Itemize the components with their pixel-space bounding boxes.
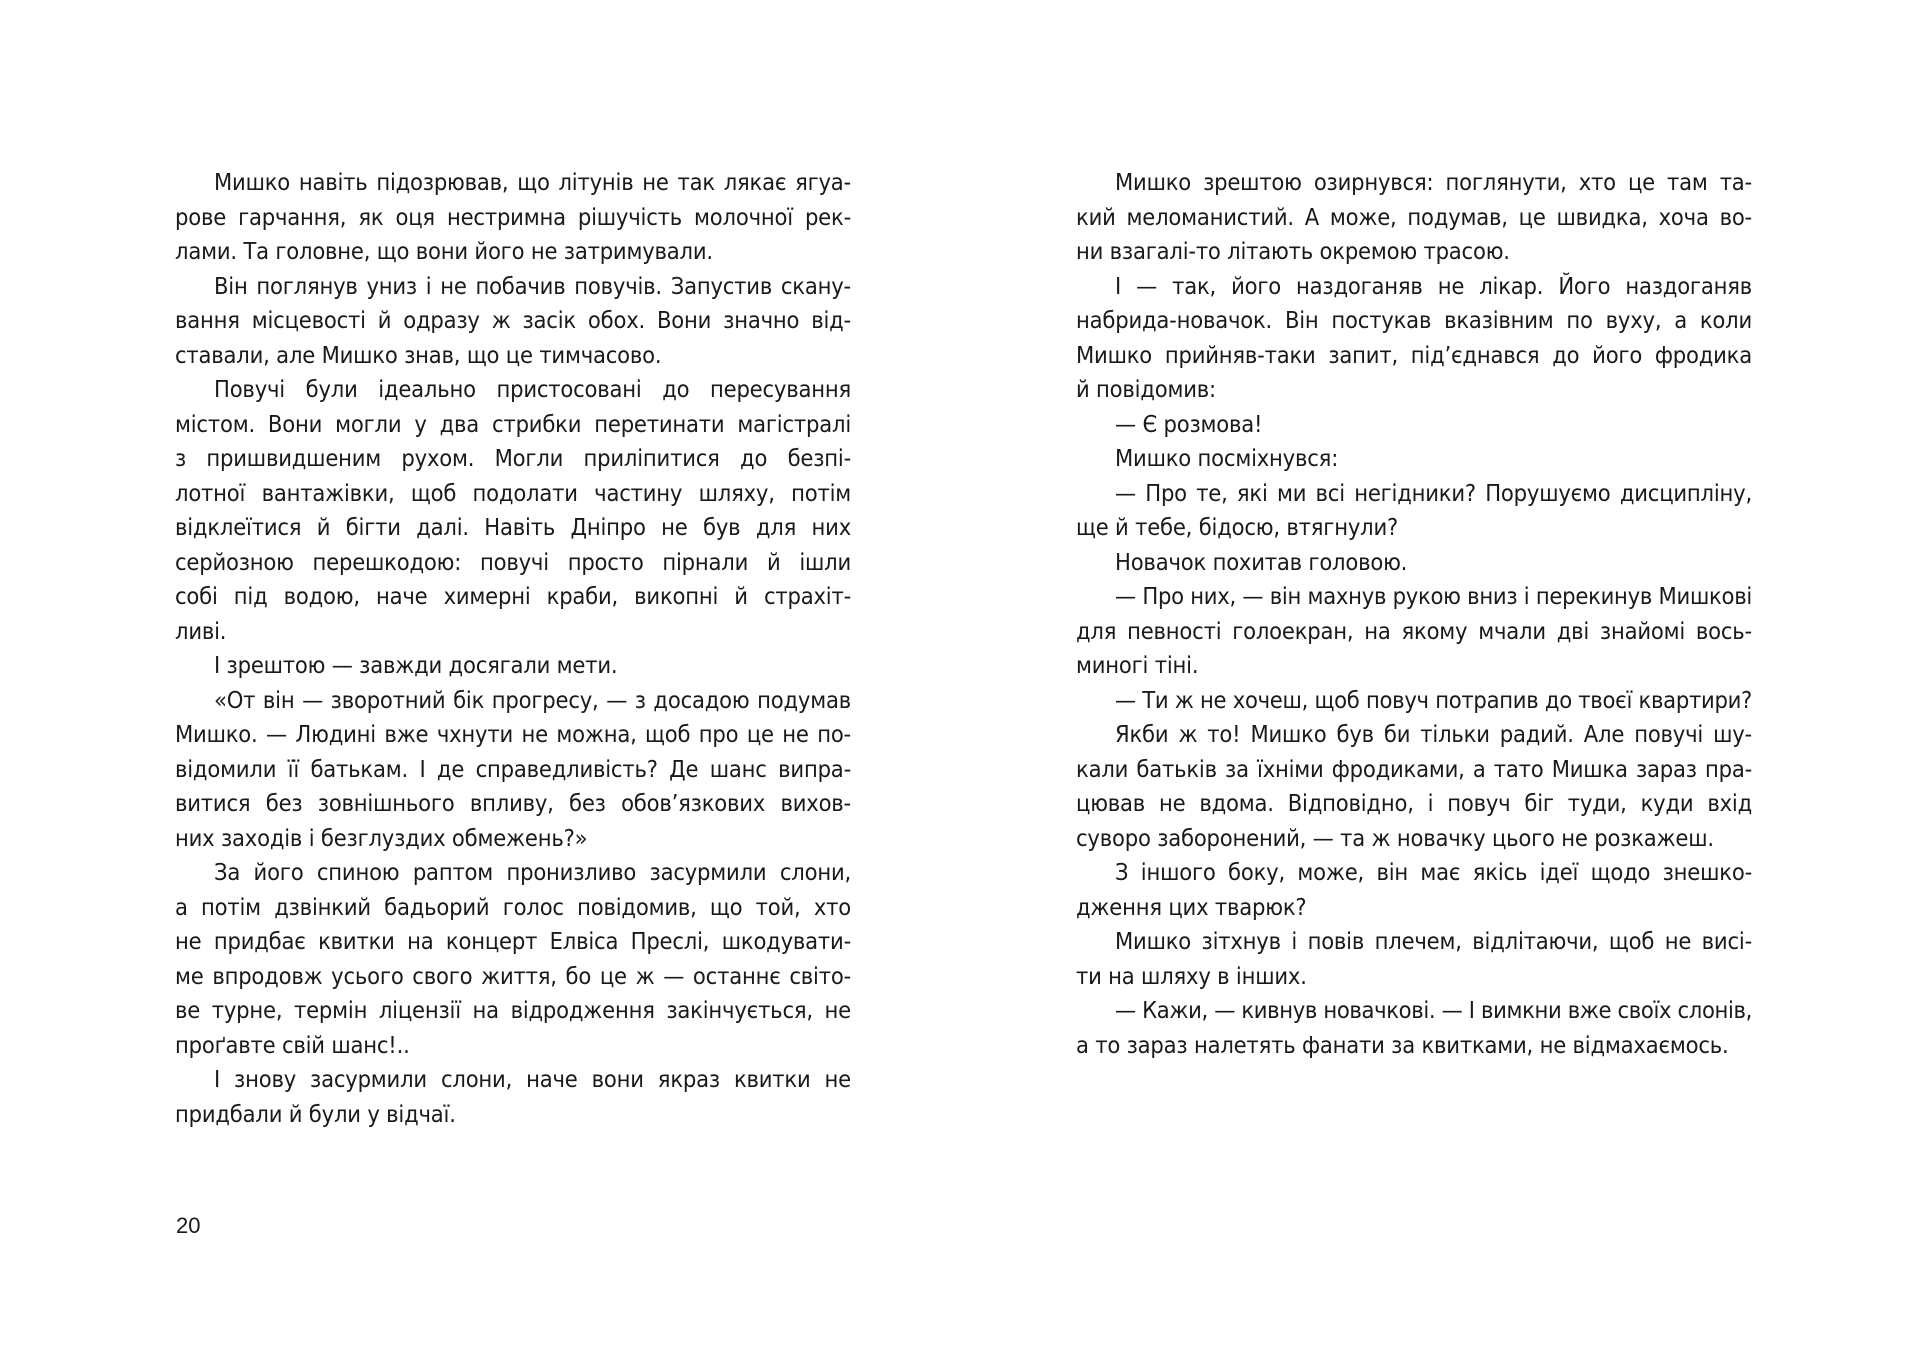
text-line: а потім дзвінкий бадьорий голос повідомив, що той, хто bbox=[175, 892, 851, 921]
text-line: набрида-новачок. Він постукав вказівним по вуху, а коли bbox=[1076, 306, 1752, 334]
text-line: ливі. bbox=[175, 616, 227, 645]
text-line: лотної вантажівки, щоб подолати частину шляху, потім bbox=[175, 478, 851, 507]
text-line: суворо заборонений, — та ж новачку цього не розкажеш. bbox=[1076, 823, 1714, 852]
text-line: Він поглянув униз і не побачив повучів. Запустив скану- bbox=[214, 271, 851, 300]
text-line: Мишко навіть підозрював, що літунів не так лякає ягуа- bbox=[214, 168, 851, 196]
text-line: — Ти ж не хочеш, щоб повуч потрапив до твоєї квартири? bbox=[1115, 685, 1752, 714]
text-line: дження цих тварюк? bbox=[1076, 892, 1307, 921]
text-line: Мишко зрештою озирнувся: поглянути, хто це там та- bbox=[1115, 168, 1752, 196]
text-line: цював не вдома. Відповідно, і повуч біг туди, куди вхід bbox=[1076, 789, 1752, 817]
text-line: рове гарчання, як оця нестримна рішучість молочної рек- bbox=[175, 202, 851, 231]
paragraph bbox=[175, 648, 851, 683]
text-line: витися без зовнішнього впливу, без обов’язкових вихов- bbox=[175, 789, 851, 817]
paragraph bbox=[1076, 476, 1752, 545]
text-line: відклеїтися й бігти далі. Навіть Дніпро не був для них bbox=[175, 513, 851, 541]
text-line: І зрештою — завжди досягали мети. bbox=[214, 651, 618, 679]
text-line: з пришвидшеним рухом. Могли приліпитися до безпі- bbox=[175, 444, 851, 472]
text-line: них заходів і безглуздих обмежень?» bbox=[175, 823, 588, 852]
paragraph bbox=[175, 269, 851, 373]
text-line: За його спиною раптом пронизливо засурмили слони, bbox=[214, 858, 851, 886]
text-line: — Про них, — він махнув рукою вниз і перекинув Мишкові bbox=[1115, 582, 1752, 610]
paragraph bbox=[1076, 855, 1752, 924]
right-text-column bbox=[1076, 165, 1752, 1062]
text-line: ни взагалі-то літають окремою трасою. bbox=[1076, 237, 1510, 265]
text-line: собі під водою, наче химерні краби, викопні й страхіт- bbox=[175, 582, 851, 610]
text-line: проґавте свій шанс!.. bbox=[175, 1030, 410, 1059]
text-line: З іншого боку, може, він має якісь ідеї щодо знешко- bbox=[1115, 858, 1752, 886]
text-line: містом. Вони могли у два стрибки перетинати магістралі bbox=[175, 409, 851, 438]
paragraph bbox=[1076, 269, 1752, 407]
text-line: І знову засурмили слони, наче вони якраз квитки не bbox=[214, 1065, 851, 1093]
text-line: кий меломанистий. А може, подумав, це швидка, хоча во- bbox=[1076, 202, 1752, 231]
paragraph bbox=[1076, 993, 1752, 1062]
text-line: І — так, його наздоганяв не лікар. Його наздоганяв bbox=[1115, 271, 1752, 300]
text-line: — Кажи, — кивнув новачкові. — І вимкни вже своїх слонів, bbox=[1115, 996, 1752, 1024]
text-line: Якби ж то! Мишко був би тільки радий. Але повучі шу- bbox=[1115, 720, 1752, 748]
right-page bbox=[960, 0, 1920, 1345]
paragraph bbox=[1076, 441, 1752, 476]
text-line: не придбає квитки на концерт Елвіса Преслі, шкодувати- bbox=[175, 927, 851, 955]
text-line: відомили її батькам. І де справедливість? Де шанс випра- bbox=[175, 754, 851, 783]
page-number: 20 bbox=[176, 1213, 201, 1238]
text-line: серйозною перешкодою: повучі просто пірнали й ішли bbox=[175, 547, 851, 576]
text-line: миногі тіні. bbox=[1076, 651, 1199, 679]
paragraph bbox=[1076, 717, 1752, 855]
text-line: ме впродовж усього свого життя, бо це ж — останнє світо- bbox=[175, 961, 851, 990]
text-line: для певності голоекран, на якому мчали дві знайомі вось- bbox=[1076, 616, 1752, 645]
text-line: Мишко прийняв-таки запит, під’єднався до його фродика bbox=[1076, 340, 1752, 369]
text-line: — Є розмова! bbox=[1115, 409, 1263, 438]
text-line: Новачок похитав головою. bbox=[1115, 547, 1408, 576]
paragraph bbox=[1076, 407, 1752, 442]
text-line: лами. Та головне, що вони його не затримували. bbox=[175, 237, 713, 265]
text-line: кали батьків за їхніми фродиками, а тато Мишка зараз пра- bbox=[1076, 754, 1752, 783]
paragraph bbox=[1076, 683, 1752, 718]
paragraph bbox=[1076, 165, 1752, 269]
paragraph bbox=[1076, 924, 1752, 993]
text-line: й повідомив: bbox=[1076, 375, 1216, 403]
paragraph bbox=[175, 683, 851, 856]
text-line: ще й тебе, бідосю, втягнули? bbox=[1076, 513, 1399, 541]
left-text-column bbox=[175, 165, 851, 1131]
text-line: вання місцевості й одразу ж засік обох. Вони значно від- bbox=[175, 306, 851, 334]
text-line: а то зараз налетять фанати за квитками, не відмахаємось. bbox=[1076, 1030, 1729, 1059]
paragraph bbox=[175, 1062, 851, 1131]
text-line: Мишко посміхнувся: bbox=[1115, 444, 1339, 472]
text-line: Мишко зітхнув і повів плечем, відлітаючи, щоб не висі- bbox=[1115, 927, 1752, 955]
paragraph bbox=[175, 165, 851, 269]
paragraph bbox=[1076, 545, 1752, 580]
text-line: «От він — зворотний бік прогресу, — з досадою подумав bbox=[214, 685, 851, 714]
text-line: Мишко. — Людині вже чхнути не можна, щоб про це не по- bbox=[175, 720, 851, 748]
text-line: — Про те, які ми всі негідники? Порушуємо дисципліну, bbox=[1115, 478, 1752, 507]
text-line: ти на шляху в інших. bbox=[1076, 961, 1307, 990]
paragraph bbox=[175, 855, 851, 1062]
paragraph bbox=[1076, 579, 1752, 683]
text-line: ставали, але Мишко знав, що це тимчасово. bbox=[175, 340, 662, 369]
text-line: придбали й були у відчаї. bbox=[175, 1099, 456, 1128]
paragraph bbox=[175, 372, 851, 648]
text-line: Повучі були ідеально пристосовані до пересування bbox=[214, 375, 851, 403]
text-line: ве турне, термін ліцензії на відродження закінчується, не bbox=[175, 996, 851, 1024]
